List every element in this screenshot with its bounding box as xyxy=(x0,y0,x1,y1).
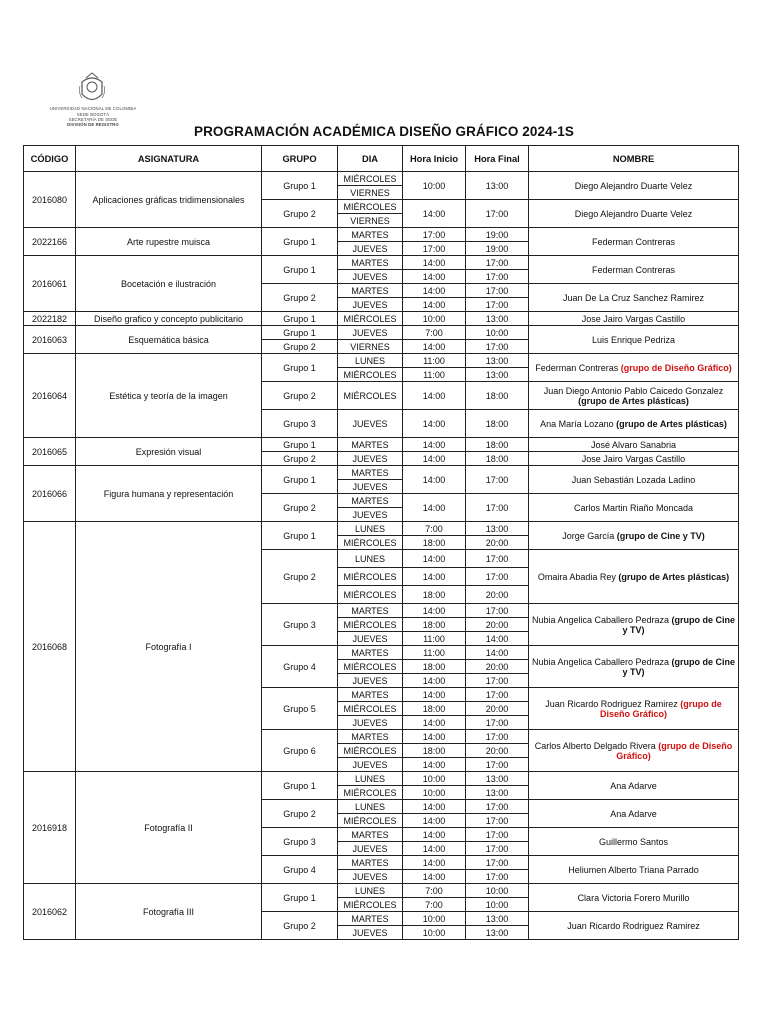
session-start: 18:00 xyxy=(403,660,466,674)
session-day: JUEVES xyxy=(338,326,403,340)
course-subject: Fotografía II xyxy=(76,772,262,884)
course-subject: Esquemática básica xyxy=(76,326,262,354)
teacher-name-text: Diego Alejandro Duarte Velez xyxy=(574,208,693,219)
teacher-name-text: Juan Sebastián Lozada Ladino xyxy=(571,474,696,485)
session-day: MARTES xyxy=(338,688,403,702)
session-start: 7:00 xyxy=(403,326,466,340)
session-day: MIÉRCOLES xyxy=(338,172,403,186)
session-start: 14:00 xyxy=(403,842,466,856)
group-label: Grupo 2 xyxy=(262,550,338,604)
session-end: 17:00 xyxy=(466,568,529,586)
teacher-name xyxy=(529,410,739,438)
session-start: 10:00 xyxy=(403,912,466,926)
teacher-name-text: Jose Jairo Vargas Castillo xyxy=(581,453,686,464)
session-start: 14:00 xyxy=(403,284,466,298)
table-row xyxy=(24,884,739,898)
teacher-name xyxy=(529,284,739,312)
teacher-name xyxy=(529,172,739,200)
group-label: Grupo 2 xyxy=(262,452,338,466)
session-day: JUEVES xyxy=(338,410,403,438)
table-row xyxy=(24,354,739,368)
session-day: LUNES xyxy=(338,550,403,568)
course-code: 2016063 xyxy=(24,326,76,354)
session-end: 17:00 xyxy=(466,604,529,618)
session-start: 14:00 xyxy=(403,382,466,410)
teacher-name-text: Federman Contreras xyxy=(591,264,676,275)
session-day: MARTES xyxy=(338,828,403,842)
table-row xyxy=(24,772,739,786)
teacher-name xyxy=(529,730,739,772)
teacher-name xyxy=(529,828,739,856)
session-start: 18:00 xyxy=(403,536,466,550)
session-start: 11:00 xyxy=(403,354,466,368)
session-day: JUEVES xyxy=(338,842,403,856)
teacher-name-text: Nubia Angelica Caballero Pedraza xyxy=(531,656,672,667)
group-label: Grupo 1 xyxy=(262,256,338,284)
logo-university-name: UNIVERSIDAD NACIONAL DE COLOMBIA xyxy=(49,106,137,111)
session-day: LUNES xyxy=(338,354,403,368)
session-day: MARTES xyxy=(338,730,403,744)
group-label: Grupo 1 xyxy=(262,354,338,382)
group-label: Grupo 1 xyxy=(262,438,338,452)
session-end: 17:00 xyxy=(466,758,529,772)
course-code: 2016064 xyxy=(24,354,76,438)
table-row xyxy=(24,326,739,340)
session-day: VIERNES xyxy=(338,186,403,200)
teacher-name-text: Ana Adarve xyxy=(610,808,657,819)
teacher-name-text: Ana María Lozano xyxy=(540,418,617,429)
course-subject: Estética y teoría de la imagen xyxy=(76,354,262,438)
session-end: 14:00 xyxy=(466,632,529,646)
session-end: 13:00 xyxy=(466,912,529,926)
teacher-name xyxy=(529,466,739,494)
session-start: 14:00 xyxy=(403,256,466,270)
session-end: 17:00 xyxy=(466,688,529,702)
teacher-name-text: Omaira Abadia Rey xyxy=(537,571,619,582)
teacher-name-text: Juan Ricardo Rodriguez Ramirez xyxy=(545,698,681,709)
group-label: Grupo 2 xyxy=(262,284,338,312)
header-hora-inicio: Hora Inicio xyxy=(403,146,466,172)
session-end: 17:00 xyxy=(466,200,529,228)
teacher-name-text: Clara Victoria Forero Murillo xyxy=(577,892,690,903)
session-end: 19:00 xyxy=(466,228,529,242)
teacher-name-text: Nubia Angelica Caballero Pedraza xyxy=(531,614,672,625)
session-start: 14:00 xyxy=(403,856,466,870)
session-end: 17:00 xyxy=(466,494,529,522)
session-end: 17:00 xyxy=(466,800,529,814)
group-label: Grupo 2 xyxy=(262,494,338,522)
session-day: MARTES xyxy=(338,466,403,480)
group-label: Grupo 4 xyxy=(262,646,338,688)
session-day: MARTES xyxy=(338,604,403,618)
session-day: MARTES xyxy=(338,856,403,870)
session-start: 17:00 xyxy=(403,228,466,242)
group-label: Grupo 1 xyxy=(262,772,338,800)
session-end: 17:00 xyxy=(466,550,529,568)
group-label: Grupo 3 xyxy=(262,410,338,438)
teacher-name xyxy=(529,522,739,550)
group-label: Grupo 1 xyxy=(262,312,338,326)
course-code: 2016062 xyxy=(24,884,76,940)
teacher-name xyxy=(529,856,739,884)
session-day: MIÉRCOLES xyxy=(338,786,403,800)
group-label: Grupo 2 xyxy=(262,200,338,228)
teacher-group-note: (grupo de Diseño Gráfico) xyxy=(599,698,722,719)
teacher-name xyxy=(529,800,739,828)
teacher-group-note: (grupo de Diseño Gráfico) xyxy=(620,362,732,373)
session-end: 18:00 xyxy=(466,438,529,452)
session-day: JUEVES xyxy=(338,452,403,466)
session-start: 7:00 xyxy=(403,522,466,536)
session-day: MARTES xyxy=(338,646,403,660)
teacher-group-note: (grupo de Artes plásticas) xyxy=(618,571,730,582)
session-start: 7:00 xyxy=(403,884,466,898)
table-row xyxy=(24,522,739,536)
session-start: 14:00 xyxy=(403,800,466,814)
session-day: MIÉRCOLES xyxy=(338,660,403,674)
session-day: MIÉRCOLES xyxy=(338,744,403,758)
course-code: 2016080 xyxy=(24,172,76,228)
session-end: 17:00 xyxy=(466,270,529,284)
teacher-name xyxy=(529,604,739,646)
course-subject: Aplicaciones gráficas tridimensionales xyxy=(76,172,262,228)
course-subject: Bocetación e ilustración xyxy=(76,256,262,312)
session-day: JUEVES xyxy=(338,674,403,688)
session-day: MARTES xyxy=(338,494,403,508)
teacher-group-note: (grupo de Artes plásticas) xyxy=(616,418,727,429)
session-day: MARTES xyxy=(338,284,403,298)
session-end: 17:00 xyxy=(466,730,529,744)
session-end: 20:00 xyxy=(466,536,529,550)
session-end: 10:00 xyxy=(466,884,529,898)
session-start: 14:00 xyxy=(403,758,466,772)
teacher-name xyxy=(529,646,739,688)
session-end: 20:00 xyxy=(466,618,529,632)
logo-secretaria: SECRETARÍA DE SEDE xyxy=(68,117,118,122)
header-nombre: NOMBRE xyxy=(529,146,739,172)
session-end: 13:00 xyxy=(466,786,529,800)
group-label: Grupo 1 xyxy=(262,326,338,340)
session-end: 17:00 xyxy=(466,674,529,688)
teacher-name xyxy=(529,884,739,912)
course-subject: Fotografía III xyxy=(76,884,262,940)
session-start: 18:00 xyxy=(403,702,466,716)
teacher-group-note: (grupo de Artes plásticas) xyxy=(578,395,689,406)
teacher-name-text: Carlos Alberto Delgado Rivera xyxy=(534,740,659,751)
session-day: LUNES xyxy=(338,800,403,814)
group-label: Grupo 1 xyxy=(262,228,338,256)
session-day: MARTES xyxy=(338,438,403,452)
header-codigo: CÓDIGO xyxy=(24,146,76,172)
teacher-name-text: Jose Jairo Vargas Castillo xyxy=(581,313,686,324)
session-day: JUEVES xyxy=(338,926,403,940)
session-end: 17:00 xyxy=(466,814,529,828)
teacher-name-text: Juan Diego Antonio Pablo Caicedo Gonzalez xyxy=(543,385,724,396)
session-end: 14:00 xyxy=(466,646,529,660)
session-end: 20:00 xyxy=(466,660,529,674)
session-day: MIÉRCOLES xyxy=(338,368,403,382)
session-end: 17:00 xyxy=(466,284,529,298)
session-day: JUEVES xyxy=(338,870,403,884)
course-code: 2022182 xyxy=(24,312,76,326)
session-end: 17:00 xyxy=(466,466,529,494)
logo-sede: SEDE BOGOTÁ xyxy=(76,112,110,117)
session-start: 14:00 xyxy=(403,568,466,586)
page-title: PROGRAMACIÓN ACADÉMICA DISEÑO GRÁFICO 2024-1S xyxy=(193,124,575,139)
teacher-name-text: Juan Ricardo Rodriguez Ramirez xyxy=(567,920,700,931)
teacher-group-note: (grupo de Cine y TV) xyxy=(622,656,736,677)
teacher-name xyxy=(529,312,739,326)
session-end: 13:00 xyxy=(466,368,529,382)
course-subject: Arte rupestre muisca xyxy=(76,228,262,256)
teacher-name xyxy=(529,912,739,940)
session-day: JUEVES xyxy=(338,242,403,256)
session-start: 11:00 xyxy=(403,646,466,660)
teacher-name-text: Juan De La Cruz Sanchez Ramirez xyxy=(562,292,705,303)
session-start: 14:00 xyxy=(403,730,466,744)
session-day: MIÉRCOLES xyxy=(338,898,403,912)
group-label: Grupo 4 xyxy=(262,856,338,884)
session-start: 14:00 xyxy=(403,340,466,354)
header-asignatura: ASIGNATURA xyxy=(76,146,262,172)
session-day: JUEVES xyxy=(338,480,403,494)
session-day: MIÉRCOLES xyxy=(338,702,403,716)
session-start: 17:00 xyxy=(403,242,466,256)
session-day: MIÉRCOLES xyxy=(338,568,403,586)
session-end: 17:00 xyxy=(466,842,529,856)
teacher-name xyxy=(529,326,739,354)
session-day: JUEVES xyxy=(338,508,403,522)
session-end: 19:00 xyxy=(466,242,529,256)
group-label: Grupo 1 xyxy=(262,172,338,200)
teacher-group-note: (grupo de Cine y TV) xyxy=(616,530,705,541)
session-start: 14:00 xyxy=(403,298,466,312)
session-start: 11:00 xyxy=(403,368,466,382)
course-subject: Expresión visual xyxy=(76,438,262,466)
session-end: 18:00 xyxy=(466,410,529,438)
teacher-group-note: (grupo de Cine y TV) xyxy=(622,614,736,635)
teacher-name xyxy=(529,354,739,382)
session-start: 14:00 xyxy=(403,494,466,522)
session-end: 17:00 xyxy=(466,298,529,312)
group-label: Grupo 3 xyxy=(262,828,338,856)
session-day: VIERNES xyxy=(338,340,403,354)
teacher-name xyxy=(529,494,739,522)
course-subject: Fotografía I xyxy=(76,522,262,772)
session-start: 14:00 xyxy=(403,270,466,284)
group-label: Grupo 6 xyxy=(262,730,338,772)
table-row xyxy=(24,172,739,186)
session-start: 10:00 xyxy=(403,926,466,940)
session-end: 20:00 xyxy=(466,744,529,758)
teacher-name-text: Federman Contreras xyxy=(591,236,676,247)
table-row xyxy=(24,312,739,326)
session-start: 14:00 xyxy=(403,604,466,618)
teacher-name xyxy=(529,772,739,800)
course-code: 2016066 xyxy=(24,466,76,522)
teacher-name xyxy=(529,452,739,466)
session-end: 13:00 xyxy=(466,522,529,536)
session-end: 18:00 xyxy=(466,452,529,466)
session-start: 10:00 xyxy=(403,772,466,786)
course-subject: Figura humana y representación xyxy=(76,466,262,522)
course-code: 2022166 xyxy=(24,228,76,256)
session-end: 13:00 xyxy=(466,312,529,326)
session-day: MIÉRCOLES xyxy=(338,382,403,410)
session-start: 7:00 xyxy=(403,898,466,912)
table-row xyxy=(24,466,739,480)
teacher-name xyxy=(529,256,739,284)
session-day: LUNES xyxy=(338,884,403,898)
session-day: MIÉRCOLES xyxy=(338,586,403,604)
group-label: Grupo 1 xyxy=(262,884,338,912)
table-row xyxy=(24,256,739,270)
session-end: 13:00 xyxy=(466,926,529,940)
table-row xyxy=(24,438,739,452)
university-logo xyxy=(38,72,148,128)
session-start: 14:00 xyxy=(403,438,466,452)
session-day: JUEVES xyxy=(338,270,403,284)
group-label: Grupo 2 xyxy=(262,340,338,354)
session-day: JUEVES xyxy=(338,716,403,730)
coat-of-arms-icon xyxy=(78,72,106,106)
session-start: 10:00 xyxy=(403,312,466,326)
group-label: Grupo 2 xyxy=(262,382,338,410)
table-header-row xyxy=(24,146,739,172)
header-hora-final: Hora Final xyxy=(466,146,529,172)
group-label: Grupo 3 xyxy=(262,604,338,646)
session-end: 20:00 xyxy=(466,702,529,716)
group-label: Grupo 1 xyxy=(262,466,338,494)
session-end: 20:00 xyxy=(466,586,529,604)
session-end: 17:00 xyxy=(466,716,529,730)
session-day: MIÉRCOLES xyxy=(338,536,403,550)
teacher-name xyxy=(529,550,739,604)
session-start: 14:00 xyxy=(403,716,466,730)
group-label: Grupo 1 xyxy=(262,522,338,550)
session-day: MIÉRCOLES xyxy=(338,814,403,828)
teacher-group-note: (grupo de Diseño Gráfico) xyxy=(616,740,733,761)
session-end: 10:00 xyxy=(466,898,529,912)
session-end: 17:00 xyxy=(466,256,529,270)
session-start: 11:00 xyxy=(403,632,466,646)
session-day: LUNES xyxy=(338,772,403,786)
schedule-table xyxy=(23,145,739,940)
session-start: 14:00 xyxy=(403,674,466,688)
session-start: 14:00 xyxy=(403,688,466,702)
group-label: Grupo 5 xyxy=(262,688,338,730)
session-start: 14:00 xyxy=(403,828,466,842)
session-day: VIERNES xyxy=(338,214,403,228)
teacher-name-text: Diego Alejandro Duarte Velez xyxy=(574,180,693,191)
session-start: 14:00 xyxy=(403,870,466,884)
course-code: 2016065 xyxy=(24,438,76,466)
teacher-name-text: Carlos Martin Riaño Moncada xyxy=(573,502,694,513)
session-end: 13:00 xyxy=(466,772,529,786)
session-start: 14:00 xyxy=(403,452,466,466)
table-row xyxy=(24,228,739,242)
session-start: 10:00 xyxy=(403,172,466,200)
teacher-name-text: Federman Contreras xyxy=(535,362,621,373)
course-code: 2016918 xyxy=(24,772,76,884)
teacher-name-text: Guillermo Santos xyxy=(598,836,669,847)
session-start: 18:00 xyxy=(403,586,466,604)
session-day: MIÉRCOLES xyxy=(338,312,403,326)
session-start: 14:00 xyxy=(403,550,466,568)
session-day: JUEVES xyxy=(338,298,403,312)
course-subject: Diseño grafico y concepto publicitario xyxy=(76,312,262,326)
session-start: 18:00 xyxy=(403,618,466,632)
session-start: 14:00 xyxy=(403,410,466,438)
session-start: 18:00 xyxy=(403,744,466,758)
header-grupo: GRUPO xyxy=(262,146,338,172)
session-start: 14:00 xyxy=(403,466,466,494)
session-day: JUEVES xyxy=(338,758,403,772)
teacher-name xyxy=(529,382,739,410)
session-day: MARTES xyxy=(338,912,403,926)
session-end: 17:00 xyxy=(466,828,529,842)
session-start: 14:00 xyxy=(403,814,466,828)
teacher-name-text: Ana Adarve xyxy=(610,780,657,791)
session-day: JUEVES xyxy=(338,632,403,646)
session-end: 17:00 xyxy=(466,340,529,354)
session-day: MARTES xyxy=(338,228,403,242)
teacher-name-text: Heliumen Alberto Triana Parrado xyxy=(568,864,699,875)
session-day: MIÉRCOLES xyxy=(338,200,403,214)
session-end: 13:00 xyxy=(466,354,529,368)
session-end: 10:00 xyxy=(466,326,529,340)
session-end: 18:00 xyxy=(466,382,529,410)
teacher-name-text: Luis Enrique Pedriza xyxy=(591,334,676,345)
session-end: 17:00 xyxy=(466,870,529,884)
session-day: MIÉRCOLES xyxy=(338,618,403,632)
teacher-name xyxy=(529,228,739,256)
teacher-name xyxy=(529,200,739,228)
group-label: Grupo 2 xyxy=(262,912,338,940)
session-start: 14:00 xyxy=(403,200,466,228)
session-day: LUNES xyxy=(338,522,403,536)
teacher-name-text: Jorge García xyxy=(562,530,617,541)
course-code: 2016061 xyxy=(24,256,76,312)
group-label: Grupo 2 xyxy=(262,800,338,828)
logo-division: DIVISIÓN DE REGISTRO xyxy=(67,122,119,127)
header-dia: DIA xyxy=(338,146,403,172)
session-end: 13:00 xyxy=(466,172,529,200)
teacher-name xyxy=(529,438,739,452)
session-end: 17:00 xyxy=(466,856,529,870)
session-start: 10:00 xyxy=(403,786,466,800)
course-code: 2016068 xyxy=(24,522,76,772)
teacher-name xyxy=(529,688,739,730)
teacher-name-text: José Alvaro Sanabria xyxy=(590,439,677,450)
session-day: MARTES xyxy=(338,256,403,270)
